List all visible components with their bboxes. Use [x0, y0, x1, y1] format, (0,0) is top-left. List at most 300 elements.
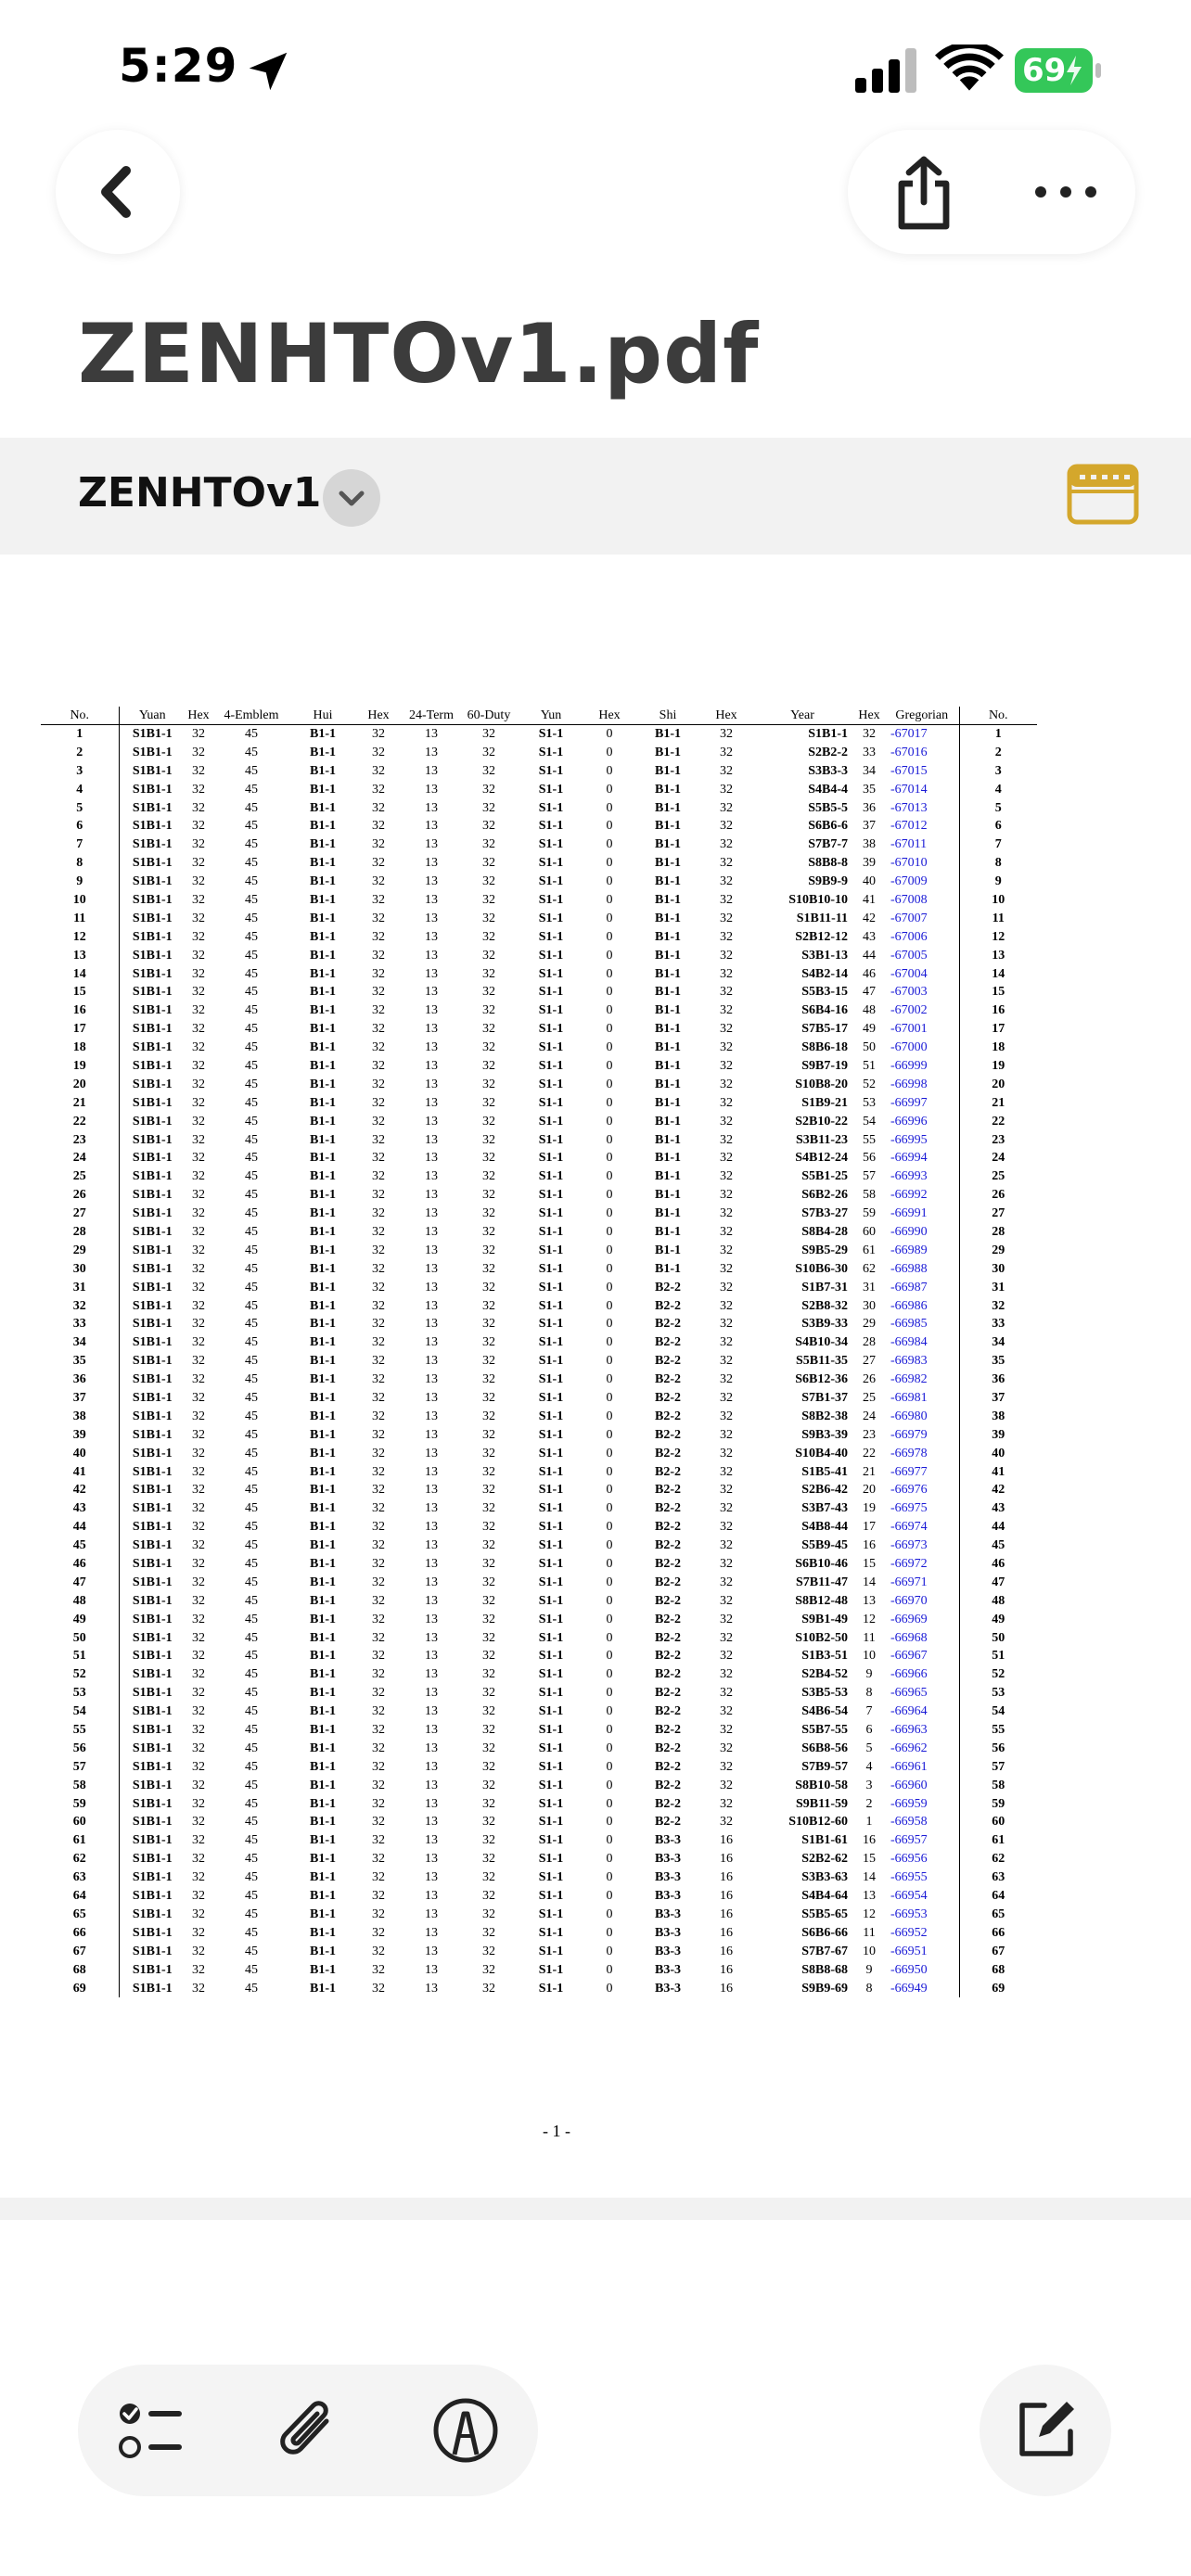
table-cell: 30	[959, 1259, 1037, 1278]
table-cell: 34	[863, 763, 876, 778]
table-cell: S1-1	[538, 727, 564, 742]
table-cell: 52	[72, 1667, 86, 1682]
table-cell: 0	[606, 1206, 613, 1221]
table-cell: 13	[425, 1446, 438, 1460]
table-cell: B1-1	[655, 1188, 681, 1203]
table-cell: 32	[192, 1058, 205, 1073]
table-cell: B1-1	[655, 1169, 681, 1184]
table-cell: B2-2	[655, 1612, 681, 1626]
table-cell: 32	[482, 1391, 495, 1405]
table-row	[41, 1352, 1037, 1371]
table-cell: S1B1-1	[119, 1186, 186, 1205]
table-cell: 13	[425, 1040, 438, 1055]
table-cell: 13	[425, 1501, 438, 1516]
table-cell: B1-1	[655, 948, 681, 963]
table-cell: 32	[192, 1188, 205, 1203]
table-cell: 8	[959, 854, 1037, 873]
table-cell: 45	[245, 1557, 258, 1572]
table-cell: 32	[372, 911, 385, 925]
table-cell: B1-1	[655, 1022, 681, 1037]
table-cell: 13	[425, 1409, 438, 1423]
table-cell: 47	[863, 985, 876, 1000]
table-cell: S1-1	[538, 1464, 564, 1479]
table-cell: S5B7-55	[801, 1723, 848, 1738]
table-cell: -66996	[890, 1114, 928, 1129]
table-cell: 32	[372, 1630, 385, 1645]
table-cell: S1B7-31	[801, 1280, 848, 1294]
table-cell: 32	[192, 1852, 205, 1867]
table-cell: S10B10-10	[788, 892, 848, 907]
table-cell: 0	[606, 1391, 613, 1405]
table-row	[41, 817, 1037, 835]
table-cell: 32	[192, 1796, 205, 1811]
table-cell: S1-1	[538, 1243, 564, 1257]
table-cell: 0	[606, 727, 613, 742]
table-cell: 0	[606, 819, 613, 834]
table-cell: 32	[720, 1630, 733, 1645]
table-cell: 32	[720, 1151, 733, 1166]
table-cell: B1-1	[310, 1796, 336, 1811]
table-cell: S9B9-9	[808, 874, 848, 889]
table-cell: 32	[482, 1870, 495, 1885]
table-cell: 32	[482, 1446, 495, 1460]
table-cell: 45	[245, 874, 258, 889]
table-cell: 32	[482, 1833, 495, 1848]
table-cell: 32	[720, 1778, 733, 1792]
table-cell: 13	[425, 1538, 438, 1553]
table-cell: 32	[372, 1132, 385, 1147]
table-cell: 31	[72, 1280, 86, 1294]
table-cell: 45	[245, 819, 258, 834]
table-cell: B1-1	[310, 1593, 336, 1608]
table-cell: 32	[192, 1114, 205, 1129]
table-cell: 45	[245, 948, 258, 963]
table-cell: S1B1-1	[119, 946, 186, 964]
table-cell: 32	[482, 1243, 495, 1257]
table-cell: 32	[192, 874, 205, 889]
table-cell: B2-2	[655, 1464, 681, 1479]
table-cell: 65	[959, 1906, 1037, 1924]
table-row	[41, 1721, 1037, 1740]
table-cell: 13	[425, 985, 438, 1000]
wifi-icon	[935, 45, 1004, 95]
table-row	[41, 835, 1037, 854]
table-cell: S1B1-1	[119, 1555, 186, 1574]
table-cell: 22	[72, 1114, 86, 1129]
table-cell: S1-1	[538, 892, 564, 907]
table-cell: 32	[720, 1317, 733, 1332]
table-cell: 32	[192, 1925, 205, 1940]
table-cell: 32	[482, 1280, 495, 1294]
more-icon[interactable]	[1031, 176, 1100, 208]
table-cell: 32	[372, 1003, 385, 1018]
table-row	[41, 1130, 1037, 1149]
table-cell: B2-2	[655, 1796, 681, 1811]
table-cell: 13	[425, 819, 438, 834]
table-cell: S1B1-1	[119, 798, 186, 817]
table-row	[41, 1591, 1037, 1610]
table-cell: 0	[606, 763, 613, 778]
table-cell: 32	[192, 745, 205, 759]
table-cell: 45	[245, 727, 258, 742]
table-row	[41, 1093, 1037, 1112]
table-cell: 39	[72, 1427, 86, 1442]
table-cell: 0	[606, 966, 613, 981]
table-cell: S1B1-1	[119, 1942, 186, 1960]
table-cell: 32	[192, 1040, 205, 1055]
table-cell: 32	[372, 1575, 385, 1589]
table-cell: 7	[959, 835, 1037, 854]
table-cell: S1B1-1	[119, 1850, 186, 1868]
table-cell: 44	[863, 948, 876, 963]
table-cell: 32	[482, 1704, 495, 1719]
table-cell: 45	[245, 1759, 258, 1774]
table-cell: 32	[720, 1520, 733, 1535]
table-cell: 23	[863, 1427, 876, 1442]
table-cell: B2-2	[655, 1391, 681, 1405]
table-cell: 32	[192, 1095, 205, 1110]
table-cell: 32	[372, 1040, 385, 1055]
compose-button[interactable]	[980, 2365, 1111, 2496]
markup-pen-icon[interactable]	[427, 2391, 505, 2469]
table-cell: 32	[192, 763, 205, 778]
table-cell: S4B4-64	[801, 1889, 848, 1904]
table-row	[41, 1518, 1037, 1537]
back-chevron-icon	[56, 130, 180, 254]
table-row	[41, 1259, 1037, 1278]
table-cell: 32	[192, 1962, 205, 1977]
table-cell: 32	[720, 1593, 733, 1608]
table-cell: S1B1-1	[119, 1684, 186, 1702]
header-60-duty: 60-Duty	[460, 707, 518, 725]
table-cell: 61	[863, 1243, 876, 1257]
table-cell: 32	[482, 1686, 495, 1701]
table-cell: 24	[72, 1151, 86, 1166]
pdf-page	[0, 555, 1191, 2198]
table-cell: 32	[482, 1335, 495, 1350]
table-cell: B1-1	[310, 1206, 336, 1221]
table-cell: 0	[606, 911, 613, 925]
table-cell: 43	[72, 1501, 86, 1516]
table-cell: 45	[959, 1537, 1037, 1555]
back-button[interactable]	[56, 130, 180, 254]
table-cell: B1-1	[310, 1649, 336, 1664]
table-cell: 42	[959, 1481, 1037, 1499]
table-cell: B2-2	[655, 1446, 681, 1460]
table-cell: 21	[959, 1093, 1037, 1112]
reader-mode-icon[interactable]	[1067, 464, 1139, 525]
table-cell: 32	[959, 1296, 1037, 1315]
table-cell: S1B1-1	[119, 1315, 186, 1333]
table-cell: 45	[245, 1022, 258, 1037]
table-cell: B1-1	[310, 911, 336, 925]
table-cell: S10B6-30	[795, 1261, 848, 1276]
table-cell: 10	[863, 1944, 876, 1958]
table-cell: S1B1-1	[119, 1610, 186, 1628]
table-cell: 0	[606, 1243, 613, 1257]
page-separator	[0, 2198, 1191, 2220]
table-cell: 32	[372, 1354, 385, 1369]
table-cell: B1-1	[655, 1077, 681, 1091]
checklist-icon[interactable]	[111, 2391, 189, 2469]
table-cell: 32	[372, 1833, 385, 1848]
table-cell: 47	[959, 1573, 1037, 1591]
table-cell: 24	[863, 1409, 876, 1423]
table-cell: S1B1-1	[119, 1739, 186, 1757]
table-cell: 16	[72, 1003, 86, 1018]
table-cell: -66983	[890, 1354, 928, 1369]
table-cell: 29	[959, 1241, 1037, 1259]
table-cell: 4	[76, 782, 83, 797]
table-cell: 32	[192, 1243, 205, 1257]
table-cell: B3-3	[655, 1870, 681, 1885]
table-row	[41, 964, 1037, 983]
table-cell: S5B9-45	[801, 1538, 848, 1553]
table-cell: S1B1-1	[119, 1868, 186, 1887]
table-cell: 45	[245, 1391, 258, 1405]
table-cell: S1-1	[538, 1667, 564, 1682]
table-cell: S1B1-1	[119, 1831, 186, 1850]
table-row	[41, 1776, 1037, 1794]
table-cell: 45	[245, 1040, 258, 1055]
table-cell: S6B6-66	[801, 1925, 848, 1940]
table-cell: 45	[245, 1741, 258, 1755]
table-cell: 13	[425, 1095, 438, 1110]
table-cell: -66958	[890, 1815, 928, 1830]
table-cell: 32	[192, 1557, 205, 1572]
table-cell: 32	[372, 1906, 385, 1921]
paperclip-icon[interactable]	[269, 2391, 347, 2469]
table-cell: S5B1-25	[801, 1169, 848, 1184]
table-cell: 32	[482, 800, 495, 815]
table-cell: S1B1-1	[119, 964, 186, 983]
table-cell: 32	[720, 782, 733, 797]
table-cell: -66998	[890, 1077, 928, 1091]
table-cell: S1-1	[538, 1796, 564, 1811]
table-cell: B2-2	[655, 1649, 681, 1664]
table-cell: 45	[245, 1483, 258, 1498]
table-cell: S4B4-4	[808, 782, 848, 797]
table-cell: S4B8-44	[801, 1520, 848, 1535]
table-cell: 67	[959, 1942, 1037, 1960]
table-cell: 32	[372, 1593, 385, 1608]
table-cell: 32	[372, 1095, 385, 1110]
table-cell: B1-1	[655, 985, 681, 1000]
table-cell: S1B1-1	[119, 1296, 186, 1315]
table-cell: S2B2-62	[801, 1852, 848, 1867]
table-cell: S1-1	[538, 1593, 564, 1608]
document-menu-button[interactable]	[323, 469, 380, 527]
table-cell: S1B1-61	[801, 1833, 848, 1848]
table-cell: S1-1	[538, 966, 564, 981]
table-cell: 32	[720, 1169, 733, 1184]
table-cell: 32	[372, 1280, 385, 1294]
table-cell: B1-1	[310, 1870, 336, 1885]
share-icon[interactable]	[887, 154, 961, 232]
table-cell: B1-1	[310, 1224, 336, 1239]
table-cell: -66980	[890, 1409, 928, 1423]
table-cell: 0	[606, 1114, 613, 1129]
table-cell: 32	[192, 1759, 205, 1774]
table-cell: 0	[606, 1040, 613, 1055]
table-cell: 32	[482, 1040, 495, 1055]
table-cell: 32	[192, 1667, 205, 1682]
table-cell: S1-1	[538, 1188, 564, 1203]
table-cell: 0	[606, 1906, 613, 1921]
battery-percent: 69	[1022, 52, 1067, 89]
table-header-row	[41, 707, 1037, 725]
table-cell: 45	[245, 1925, 258, 1940]
table-cell: 15	[959, 983, 1037, 1001]
table-cell: S1-1	[538, 1114, 564, 1129]
table-cell: 13	[425, 1132, 438, 1147]
table-cell: -66962	[890, 1741, 928, 1755]
table-cell: S1-1	[538, 1815, 564, 1830]
table-cell: S8B8-8	[808, 856, 848, 871]
table-cell: 13	[425, 1151, 438, 1166]
table-cell: 14	[72, 966, 86, 981]
table-cell: 0	[606, 1612, 613, 1626]
table-cell: S6B10-46	[795, 1557, 848, 1572]
table-row	[41, 891, 1037, 910]
table-cell: 34	[959, 1333, 1037, 1352]
table-cell: 32	[482, 837, 495, 852]
table-row	[41, 1371, 1037, 1389]
table-cell: 32	[482, 1575, 495, 1589]
table-cell: 32	[482, 1427, 495, 1442]
table-cell: 19	[959, 1057, 1037, 1076]
table-cell: 32	[482, 1557, 495, 1572]
table-cell: 45	[245, 1224, 258, 1239]
header-shi: Shi	[634, 707, 701, 725]
table-cell: 50	[72, 1630, 86, 1645]
table-cell: S1B3-51	[801, 1649, 848, 1664]
table-cell: 23	[72, 1132, 86, 1147]
table-cell: S1B1-1	[119, 1923, 186, 1942]
table-cell: 32	[372, 1151, 385, 1166]
table-cell: 45	[245, 1317, 258, 1332]
table-row	[41, 1296, 1037, 1315]
table-cell: 45	[245, 1962, 258, 1977]
table-cell: 45	[245, 1427, 258, 1442]
table-cell: 64	[959, 1887, 1037, 1906]
table-cell: S8B6-18	[801, 1040, 848, 1055]
table-cell: 56	[959, 1739, 1037, 1757]
table-cell: 55	[959, 1721, 1037, 1740]
table-cell: -67007	[890, 911, 928, 925]
table-cell: B1-1	[310, 1022, 336, 1037]
table-cell: S1B1-1	[119, 1333, 186, 1352]
table-cell: 32	[720, 1759, 733, 1774]
table-cell: B1-1	[310, 1058, 336, 1073]
table-cell: 41	[72, 1464, 86, 1479]
table-cell: 35	[959, 1352, 1037, 1371]
table-cell: 13	[425, 1335, 438, 1350]
table-cell: 28	[863, 1335, 876, 1350]
table-cell: B1-1	[310, 1538, 336, 1553]
table-cell: B3-3	[655, 1852, 681, 1867]
table-cell: 32	[720, 985, 733, 1000]
table-cell: 32	[720, 948, 733, 963]
table-cell: 52	[863, 1077, 876, 1091]
table-cell: 59	[863, 1206, 876, 1221]
table-cell: 32	[372, 1077, 385, 1091]
table-cell: 29	[72, 1243, 86, 1257]
table-cell: -66954	[890, 1889, 928, 1904]
header-hex: Hex	[853, 707, 885, 725]
table-cell: 7	[76, 837, 83, 852]
header-4-emblem: 4-Emblem	[211, 707, 291, 725]
table-cell: 32	[192, 1224, 205, 1239]
table-cell: S1B1-1	[119, 1665, 186, 1684]
table-cell: -66977	[890, 1464, 928, 1479]
document-name[interactable]: ZENHTOv1	[78, 469, 322, 516]
table-cell: 45	[245, 1077, 258, 1091]
table-cell: 58	[863, 1188, 876, 1203]
table-row	[41, 1628, 1037, 1647]
table-cell: B1-1	[310, 1741, 336, 1755]
table-cell: B1-1	[655, 1040, 681, 1055]
table-row	[41, 1057, 1037, 1076]
table-cell: 32	[720, 800, 733, 815]
table-cell: B1-1	[310, 1427, 336, 1442]
table-cell: 15	[863, 1852, 876, 1867]
table-cell: -66997	[890, 1095, 928, 1110]
table-cell: S1B1-1	[119, 1481, 186, 1499]
table-cell: 0	[606, 1132, 613, 1147]
header-yuan: Yuan	[119, 707, 186, 725]
header-hui: Hui	[291, 707, 354, 725]
table-cell: 32	[720, 1741, 733, 1755]
table-cell: 32	[372, 1796, 385, 1811]
table-cell: S1B1-1	[119, 1887, 186, 1906]
table-cell: B2-2	[655, 1409, 681, 1423]
table-cell: 32	[372, 985, 385, 1000]
table-cell: 45	[245, 1944, 258, 1958]
header-hex: Hex	[701, 707, 751, 725]
table-cell: S1-1	[538, 1095, 564, 1110]
table-cell: 32	[372, 1483, 385, 1498]
table-cell: 32	[192, 1815, 205, 1830]
table-cell: S1B1-1	[119, 817, 186, 835]
table-cell: 32	[372, 1206, 385, 1221]
table-cell: 32	[720, 1649, 733, 1664]
table-cell: 32	[372, 1298, 385, 1313]
table-cell: 0	[606, 1224, 613, 1239]
table-cell: 13	[425, 948, 438, 963]
table-cell: 32	[482, 1649, 495, 1664]
table-cell: 0	[606, 1925, 613, 1940]
table-cell: 36	[863, 800, 876, 815]
table-cell: -67005	[890, 948, 928, 963]
table-cell: B2-2	[655, 1298, 681, 1313]
table-cell: S1B1-1	[119, 1039, 186, 1057]
table-cell: S1B9-21	[801, 1095, 848, 1110]
table-cell: B1-1	[310, 1354, 336, 1369]
table-cell: B3-3	[655, 1981, 681, 1996]
table-cell: 49	[863, 1022, 876, 1037]
table-row	[41, 1702, 1037, 1721]
table-cell: 8	[865, 1686, 873, 1701]
table-cell: S1-1	[538, 782, 564, 797]
table-cell: 45	[245, 966, 258, 981]
table-cell: -66961	[890, 1759, 928, 1774]
table-cell: 45	[245, 1520, 258, 1535]
table-cell: B1-1	[310, 1889, 336, 1904]
table-cell: 32	[192, 1612, 205, 1626]
table-cell: 13	[425, 1557, 438, 1572]
table-cell: S1B1-1	[119, 1906, 186, 1924]
